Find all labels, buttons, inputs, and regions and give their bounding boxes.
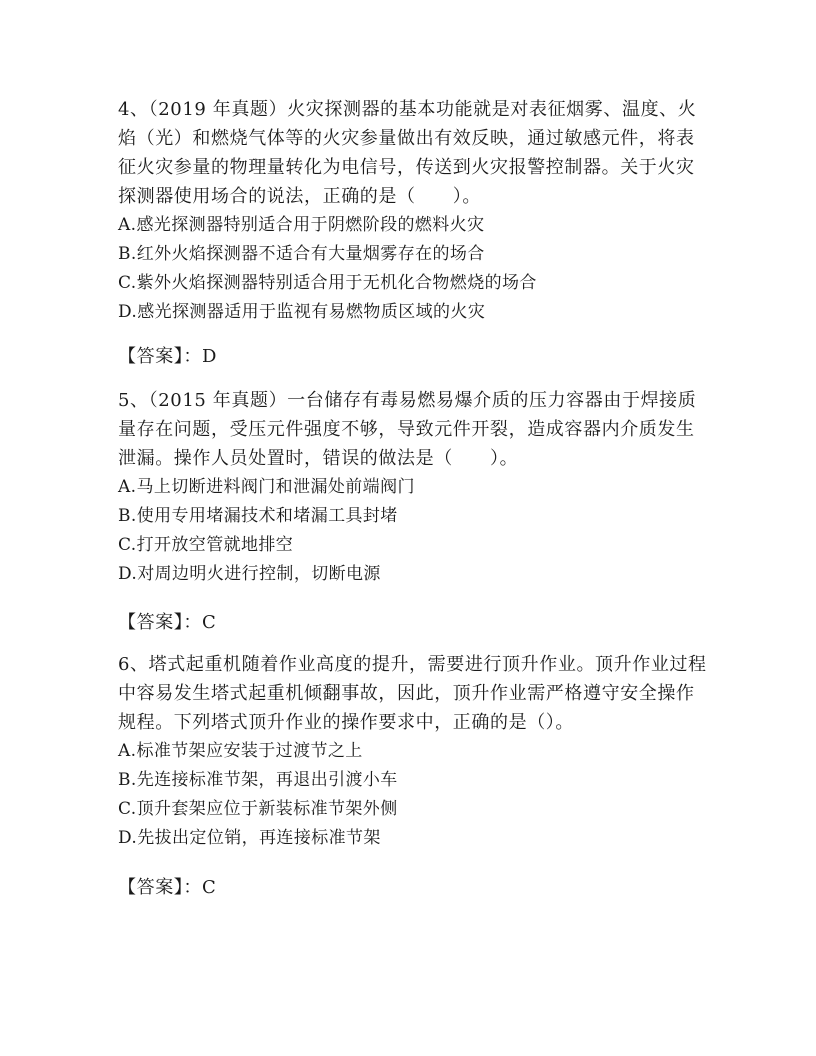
option-b: B.使用专用堵漏技术和堵漏工具封堵 <box>118 506 398 526</box>
option-d: D.对周边明火进行控制，切断电源 <box>118 564 381 584</box>
answer-4 <box>118 342 217 371</box>
question-4 <box>118 95 708 327</box>
answer-value: D <box>202 346 218 367</box>
option-b: B.先连接标准节架，再退出引渡小车 <box>118 770 398 790</box>
question-stem: 4、（2019 年真题）火灾探测器的基本功能就是对表征烟雾、温度、火焰（光）和燃烧气体等的火灾参量做出有效反映，通过敏感元件，将表征火灾参量的物理量转化为电信号，传送到火灾报警控制器。关于火灾探测器使用场合的说法，正确的是（ ）。 <box>118 99 697 207</box>
option-a: A.马上切断进料阀门和泄漏处前端阀门 <box>118 477 415 497</box>
question-stem: 5、（2015 年真题）一台储存有毒易燃易爆介质的压力容器由于焊接质量存在问题，受压元件强度不够，导致元件开裂，造成容器内介质发生泄漏。操作人员处置时，错误的做法是（ ）。 <box>118 390 697 469</box>
option-b: B.红外火焰探测器不适合有大量烟雾存在的场合 <box>118 244 485 264</box>
option-a: A.感光探测器特别适合用于阴燃阶段的燃料火灾 <box>118 215 485 235</box>
option-a: A.标准节架应安装于过渡节之上 <box>118 741 363 761</box>
answer-value: C <box>202 612 217 633</box>
option-d: D.感光探测器适用于监视有易燃物质区域的火灾 <box>118 302 486 322</box>
answer-label: 【答案】： <box>118 877 202 898</box>
question-stem: 6、塔式起重机随着作业高度的提升，需要进行顶升作业。顶升作业过程中容易发生塔式起重机倾翻事故，因此，顶升作业需严格遵守安全操作规程。下列塔式顶升作业的操作要求中，正确的是（）。 <box>118 654 707 733</box>
answer-label: 【答案】： <box>118 346 202 367</box>
option-c: C.打开放空管就地排空 <box>118 535 294 555</box>
answer-5 <box>118 608 216 637</box>
option-c: C.顶升套架应位于新装标准节架外侧 <box>118 799 398 819</box>
option-d: D.先拔出定位销，再连接标准节架 <box>118 828 381 848</box>
answer-6 <box>118 873 216 902</box>
option-c: C.紫外火焰探测器特别适合用于无机化合物燃烧的场合 <box>118 273 537 293</box>
question-6 <box>118 650 708 853</box>
answer-label: 【答案】： <box>118 612 202 633</box>
answer-value: C <box>202 877 217 898</box>
question-5 <box>118 386 708 589</box>
